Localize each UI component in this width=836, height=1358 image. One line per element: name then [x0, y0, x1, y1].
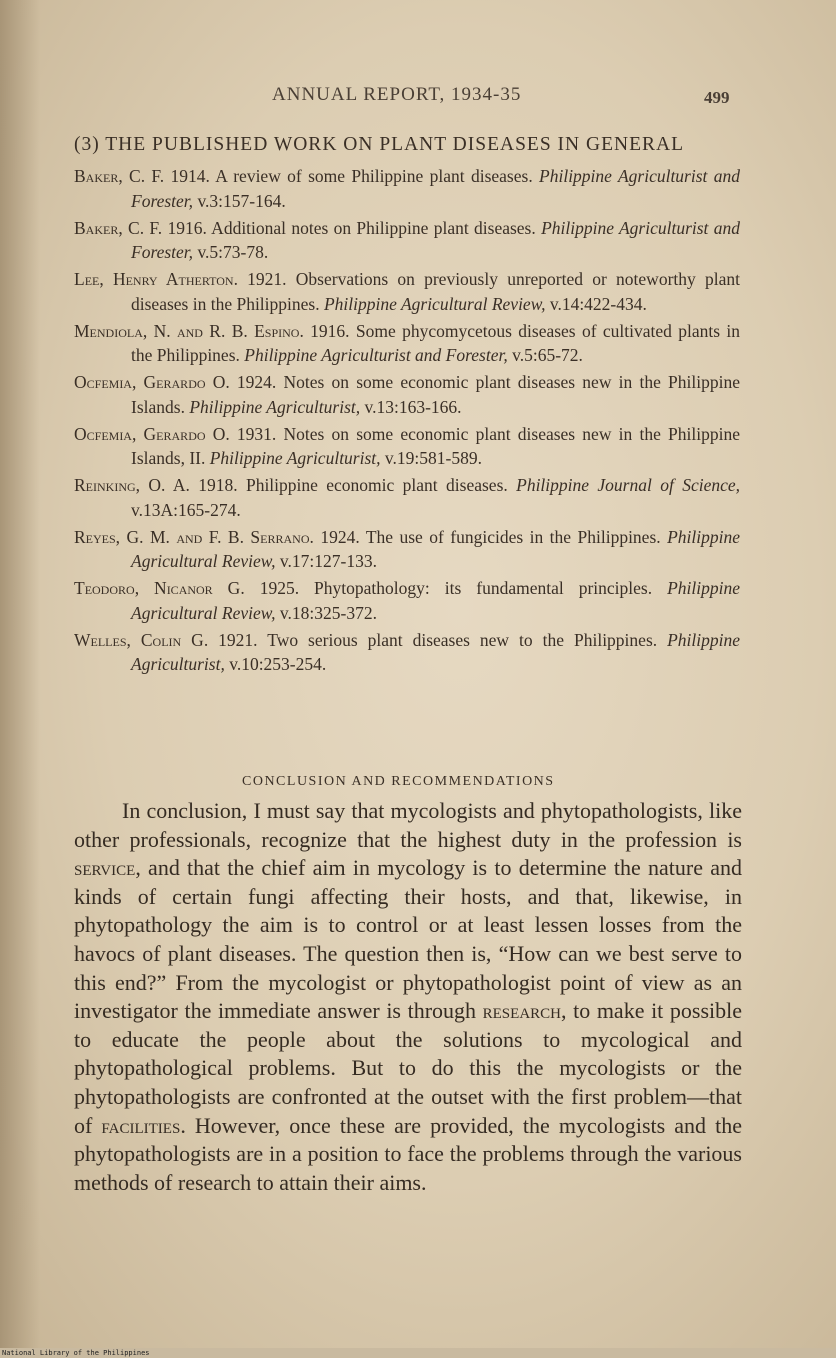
- conclusion-text: In conclusion, I must say that mycologists and phytopathologists, like other professionals, recognize that the highest duty in the profession is: [74, 798, 742, 852]
- reference-journal: Philippine Agriculturist,: [131, 629, 741, 674]
- reference-journal: Philippine Agriculturist and Forester,: [131, 166, 740, 211]
- reference-entry: [74, 216, 740, 265]
- reference-author: Welles, Colin G.: [74, 629, 209, 650]
- reference-volume: v.18:325-372.: [275, 602, 377, 623]
- reference-text: 1931. Notes on some economic plant diseases new in the Philippine Islands, II.: [131, 423, 740, 468]
- reference-entry: [74, 319, 740, 368]
- reference-text: 1925. Phytopathology: its fundamental principles.: [244, 578, 668, 598]
- reference-journal: Philippine Agriculturist,: [209, 448, 381, 468]
- reference-text: 1918. Philippine economic plant diseases.: [189, 475, 517, 495]
- reference-author: Ocfemia, Gerardo O.: [74, 423, 230, 444]
- reference-author: Baker, C. F.: [74, 217, 163, 238]
- reference-text: 1916. Some phycomycetous diseases of cultivated plants in the Philippines.: [131, 320, 740, 365]
- reference-journal: Philippine Agriculturist and Forester,: [131, 217, 740, 262]
- reference-list: [74, 164, 740, 679]
- reference-volume: v.13A:165-274.: [131, 499, 241, 520]
- reference-author: Reyes, G. M. and F. B. Serrano.: [74, 526, 314, 547]
- reference-volume: v.14:422-434.: [545, 293, 647, 314]
- reference-entry: [74, 576, 740, 625]
- reference-text: 1921. Observations on previously unreported or noteworthy plant diseases in the Philippines.: [131, 269, 740, 314]
- conclusion-heading: CONCLUSION AND RECOMMENDATIONS: [242, 774, 555, 789]
- reference-author: Teodoro, Nicanor G.: [74, 578, 245, 598]
- running-title: ANNUAL REPORT, 1934-35: [272, 84, 522, 105]
- reference-journal: Philippine Agricultural Review,: [131, 578, 740, 623]
- emphasis-research: research: [482, 998, 561, 1024]
- reference-volume: v.10:253-254.: [224, 654, 327, 674]
- emphasis-facilities: facilities: [101, 1112, 181, 1138]
- reference-text: 1921. Two serious plant diseases new to the Philippines.: [208, 629, 668, 650]
- reference-volume: v.19:581-589.: [380, 448, 482, 468]
- reference-author: Lee, Henry Atherton.: [74, 269, 238, 289]
- emphasis-service: service: [74, 855, 136, 881]
- reference-volume: v.5:65-72.: [507, 345, 583, 365]
- conclusion-paragraph: [74, 797, 742, 1197]
- reference-entry: [74, 422, 740, 471]
- reference-volume: v.3:157-164.: [193, 190, 286, 211]
- reference-journal: Philippine Agriculturist and Forester,: [244, 345, 508, 365]
- conclusion-text: . However, once these are provided, the mycologists and the phytopathologists are in a position to face the problems through the various methods of research to attain their aims.: [74, 1112, 742, 1195]
- reference-author: Ocfemia, Gerardo O.: [74, 372, 230, 392]
- reference-author: Baker, C. F.: [74, 166, 165, 186]
- library-footer: National Library of the Philippines: [2, 1349, 150, 1357]
- reference-text: 1914. A review of some Philippine plant diseases.: [164, 166, 540, 186]
- reference-text: 1924. Notes on some economic plant diseases new in the Philippine Islands.: [131, 372, 740, 417]
- conclusion-text: , to make it possible to educate the people about the solutions to mycological and phytopathological problems. But to do this the mycologists or the phytopathologists are confronted at the outset with the first problem—that of: [74, 998, 743, 1138]
- reference-entry: [74, 370, 740, 419]
- reference-volume: v.13:163-166.: [360, 396, 462, 417]
- section-heading: (3) THE PUBLISHED WORK ON PLANT DISEASES IN GENERAL: [74, 134, 684, 155]
- reference-author: Reinking, O. A.: [74, 475, 190, 495]
- reference-volume: v.17:127-133.: [275, 551, 377, 571]
- reference-journal: Philippine Agricultural Review,: [131, 526, 740, 571]
- reference-volume: v.5:73-78.: [193, 242, 269, 262]
- reference-entry: [74, 628, 740, 677]
- reference-journal: Philippine Agriculturist,: [189, 396, 361, 417]
- conclusion-text: , and that the chief aim in mycology is to determine the nature and kinds of certain fungi affecting their hosts, and that, likewise, in phytopathology the aim is to control or at least lessen losses from the havocs of plant diseases. The question then is, “How can we best serve to this end?” From the mycologist or phytopathologist point of view as an investigator the immediate answer is through: [74, 855, 742, 1024]
- reference-text: 1924. The use of fungicides in the Philippines.: [313, 526, 668, 547]
- reference-journal: Philippine Journal of Science,: [516, 475, 740, 495]
- reference-entry: [74, 473, 740, 522]
- reference-journal: Philippine Agricultural Review,: [323, 293, 546, 314]
- reference-entry: [74, 164, 740, 213]
- page-number: 499: [704, 88, 730, 107]
- reference-entry: [74, 525, 740, 574]
- reference-author: Mendiola, N. and R. B. Espino.: [74, 320, 304, 341]
- reference-text: 1916. Additional notes on Philippine plant diseases.: [162, 217, 542, 238]
- reference-entry: [74, 267, 740, 316]
